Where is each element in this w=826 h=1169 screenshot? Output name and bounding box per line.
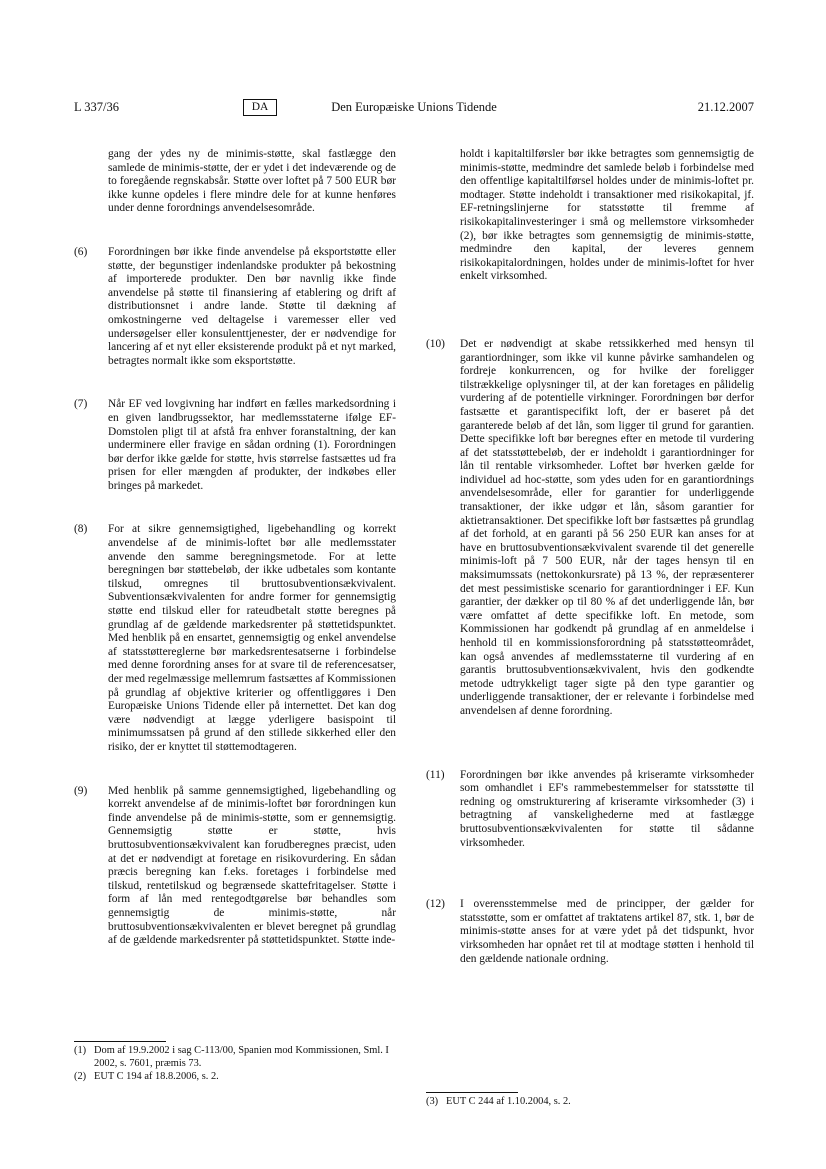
footnote-2	[74, 1071, 396, 1084]
publication-date: 21.12.2007	[697, 100, 754, 114]
recital-9-continuation	[426, 148, 754, 284]
recital-7	[74, 398, 396, 493]
page-header	[74, 100, 754, 120]
recital-12	[426, 898, 754, 966]
paragraph-text: gang der ydes ny de minimis-støtte, skal fastlægge den samlede de minimis-støtte, der er ydet i det indeværende og de to foregående regnskabsår. Støtte over loftet på 7 500 EUR bør ikke kunne opdeles i flere mindre dele for at kunne henføres under denne forordnings anvendelsesområde.	[108, 148, 396, 215]
footnote-text: EUT C 244 af 1.10.2004, s. 2.	[446, 1096, 571, 1107]
paragraph-text: For at sikre gennemsigtighed, ligebehandling og korrekt anvendelse af de minimis-loftet bør alle medlemsstater anvende den samme beregningsmetode. For at lette beregningen bør støttebeløb, der ikke udbetales som kontante tilskud, omregnes til bruttosubventionsækvivalent. Subventionsækvivalenten for andre former for gennemsigtig støtte end tilskud eller for rateudbetalt støtte beregnes på grundlag af de gældende markedsrenter på støttetidspunktet. Med henblik på en ensartet, gennemsigtig og enkel anvendelse af statsstøttereglerne bør markedsrentesatserne i forbindelse med denne forordning anses for at svare til de referencesatser, der med regelmæssige mellemrum fastsættes af Kommissionen på grundlag af objektive kriterier og offentliggøres i Den Europæiske Unions Tidende eller på internettet. Det kan dog være nødvendigt at lægge yderligere basispoint til minimumssatsen på grund af den stillede sikkerhed eller den risiko, der er knyttet til støttemodtageren.	[108, 523, 396, 753]
recital-number: (12)	[426, 898, 445, 911]
left-column	[74, 148, 396, 948]
paragraph-text: I overensstemmelse med de principper, der gælder for statsstøtte, som er omfattet af traktatens artikel 87, stk. 1, bør de minimis-støtte anses for at være ydet på det tidspunkt, hvor virksomheden har opnået ret til at modtage støtten i henhold til den gældende nationale ordning.	[460, 898, 754, 965]
recital-9	[74, 785, 396, 948]
journal-title: Den Europæiske Unions Tidende	[331, 100, 497, 114]
recital-number: (7)	[74, 398, 88, 411]
recital-10	[426, 338, 754, 719]
paragraph-text: Forordningen bør ikke finde anvendelse på eksportstøtte eller støtte, der begunstiger indenlandske produkter på bekostning af importerede produkter. Den bør navnlig ikke finde anvendelse på støtte til finansiering af etablering og drift af distributionsnet i andre lande. Støtte til dækning af omkostningerne ved deltagelse i varemesser eller ved undersøgelser eller konsulenttjenester, der er nødvendige for lancering af et nyt eller eksisterende produkt på et nyt marked, betragtes normalt ikke som eksportstøtte.	[108, 245, 396, 367]
recital-number: (9)	[74, 784, 88, 797]
paragraph-text: Forordningen bør ikke anvendes på kriseramte virksomheder som omhandlet i EF's rammebestemmelser for statsstøtte til redning og omstrukturering af kriseramte virksomheder (3) i betragtning af vanskelighederne med at fastlægge bruttosubventionsækvivalenten for støtte til sådanne virksomheder.	[460, 768, 754, 849]
paragraph-text: Det er nødvendigt at skabe retssikkerhed med hensyn til garantiordninger, som ikke vil kunne påvirke samhandelen og fordreje konkurrencen, og for hvilke der foreligger tilstrækkelige oplysninger til, at der kan foretages en pålidelig vurdering af de potentielle virkninger. Forordningen bør derfor fastsætte et garantispecifikt loft, der er baseret på det garanterede beløb af det lån, som ligger til grund for garantien. Dette specifikke loft bør beregnes efter en metode til vurdering af det statsstøttebeløb, der er indeholdt i garantiordninger for lån til rentable virksomheder. Loftet bør hverken gælde for individuel ad hoc-støtte, som ydes uden for en garantiordnings anvendelsesområde, eller for garantier for underliggende transaktioner, der ikke udgør et lån, såsom garantier for aktietransaktioner. Det specifikke loft bør fastsættes på grundlag af det forhold, at en garanti på 56 250 EUR kan anses for at have en bruttosubventionsækvivalent svarende til det generelle minimis-loft på 7 500 EUR, når der tages hensyn til en maksimumssats (nettokonkursrate) på 13 %, der repræsenterer det mest pessimistiske scenario for garantiordninger i EF. Kun garantier, der dækker op til 80 % af det underliggende lån, bør være omfattet af dette specifikke loft. En metode, som Kommissionen har godkendt på grundlag af en anmeldelse i henhold til en kommissionsforordning på statsstøtteområdet, kan også anvendes af medlemsstaterne til vurdering af en garantis bruttosubventionsækvivalent, hvis den godkendte metode udtrykkeligt tager sigte på den type garantier og underliggende transaktioner, der er relevante i forbindelse med anvendelsen af denne forordning.	[460, 337, 754, 717]
journal-reference: L 337/36	[74, 100, 120, 114]
recital-number: (10)	[426, 337, 445, 350]
paragraph-text: Når EF ved lovgivning har indført en fælles markedsordning i en given landbrugssektor, har medlemsstaterne ifølge EF-Domstolen pligt til at afstå fra enhver foranstaltning, der kan underminere eller fravige en sådan ordning (1). Forordningen bør derfor ikke gælde for støtte, hvis størrelse fastsættes ud fra prisen for eller mængden af produkter, der indkøbes eller bringes på markedet.	[108, 398, 396, 492]
paragraph-text: holdt i kapitaltilførsler bør ikke betragtes som gennemsigtig de minimis-støtte, medmindre det samlede beløb i forbindelse med den offentlige kapitaltilførsel holdes under de minimis-loftet pr. modtager. Støtte indeholdt i transaktioner med risikokapital, jf. EF-retningslinjerne for statsstøtte til fremme af risikokapitalinvesteringer i små og mellemstore virksomheder (2), bør ikke betragtes som gennemsigtig de minimis-støtte, medmindre den kapital, der leveres gennem risikokapitalordningen, holdes under de minimis-loftet for hver enkelt virksomhed.	[460, 148, 754, 283]
footnote-divider	[426, 1092, 518, 1093]
recital-6	[74, 246, 396, 368]
paragraph-text: Med henblik på samme gennemsigtighed, ligebehandling og korrekt anvendelse af de minimis-loftet bør forordningen kun finde anvendelse på de minimis-støtte, som er gennemsigtig. Gennemsigtig støtte er støtte, hvis bruttosubventionsækvivalent kan forudberegnes præcist, uden at det er nødvendigt at foretage en risikovurdering. En sådan præcis beregning kan f.eks. foretages i forbindelse med tilskud, rentetilskud og begrænsede skattefritagelser. Støtte i form af lån med rentegodtgørelse bør behandles som gennemsigtig de minimis-støtte, når bruttosubventionsækvivalenten er blevet beregnet på grundlag af de gældende markedsrenter på støttetidspunktet. Støtte inde-	[108, 784, 396, 947]
left-footnotes	[74, 1045, 396, 1083]
footnote-marker: (2)	[74, 1070, 87, 1082]
footnote-marker: (1)	[74, 1045, 87, 1056]
recital-5-continuation	[74, 148, 396, 216]
footnote-text: Dom af 19.9.2002 i sag C-113/00, Spanien mod Kommissionen, Sml. I 2002, s. 7601, præmis 73.	[94, 1045, 389, 1069]
footnote-marker: (3)	[426, 1096, 439, 1107]
language-badge: DA	[243, 99, 277, 116]
recital-8	[74, 523, 396, 754]
right-footnotes	[426, 1096, 754, 1109]
footnote-text: EUT C 194 af 18.8.2006, s. 2.	[94, 1070, 219, 1082]
footnote-divider	[74, 1041, 166, 1042]
recital-number: (11)	[426, 768, 445, 781]
recital-11	[426, 769, 754, 851]
footnote-3	[426, 1096, 754, 1109]
recital-number: (8)	[74, 523, 88, 536]
recital-number: (6)	[74, 245, 88, 258]
footnote-1	[74, 1045, 396, 1071]
right-column	[426, 148, 754, 966]
